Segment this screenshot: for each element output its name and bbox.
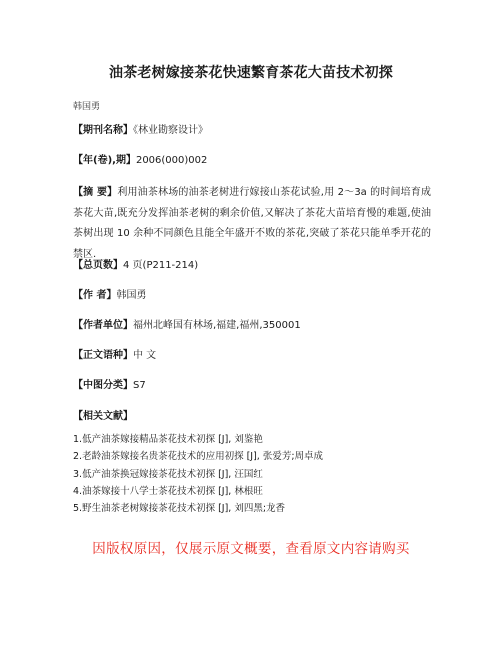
year-label: 【年(卷),期】 bbox=[73, 155, 136, 166]
abstract-field bbox=[73, 183, 431, 265]
language-field bbox=[73, 346, 433, 366]
reference-item[interactable]: 2.老龄油茶嫁接名贵茶花技术的应用初探 [J], 张爱芳;周卓成 bbox=[73, 451, 324, 463]
reference-item[interactable]: 5.野生油茶老树嫁接茶花技术初探 [J], 刘四黑;龙香 bbox=[73, 503, 286, 515]
document-title: 油茶老树嫁接茶花快速繁育茶花大苗技术初探 bbox=[109, 65, 393, 81]
references-heading: 【相关文献】 bbox=[73, 411, 133, 422]
language-value: 中 文 bbox=[133, 350, 157, 361]
author-value: 韩国勇 bbox=[116, 290, 147, 301]
pages-label: 【总页数】 bbox=[73, 260, 123, 271]
copyright-notice: 因版权原因，仅展示原文概要，查看原文内容请购买 bbox=[92, 541, 410, 557]
reference-item[interactable]: 1.低产油茶嫁接精品茶花技术初探 [J], 刘鉴艳 bbox=[73, 434, 263, 445]
abstract-label: 【摘 要】 bbox=[73, 187, 118, 198]
classification-label: 【中图分类】 bbox=[73, 380, 133, 391]
language-label: 【正文语种】 bbox=[73, 350, 133, 361]
reference-item[interactable]: 3.低产油茶换冠嫁接茶花技术初探 [J], 汪国红 bbox=[73, 468, 263, 480]
journal-value: 《林业勘察设计》 bbox=[133, 125, 208, 136]
references-list bbox=[73, 431, 433, 517]
journal-field bbox=[73, 121, 433, 141]
author-field bbox=[73, 286, 433, 306]
abstract-text: 利用油茶林场的油茶老树进行嫁接山茶花试验,用 2～3a 的时间培育成茶花大苗,既充分发挥油茶老树的剩余价值,又解决了茶花大苗培育慢的难题,使油茶树出现 10 余种不同颜色且能全年盛开不败的茶花,突破了茶花只能单季开花的禁区. bbox=[73, 187, 432, 260]
classification-value: S7 bbox=[133, 380, 146, 391]
author-label: 【作 者】 bbox=[73, 290, 117, 301]
affiliation-field bbox=[73, 316, 433, 336]
year-field bbox=[73, 151, 433, 171]
classification-field bbox=[73, 376, 433, 396]
reference-item[interactable]: 4.油茶嫁接十八学士茶花技术初探 [J], 林根旺 bbox=[73, 485, 263, 497]
affiliation-value: 福州北峰国有林场,福建,福州,350001 bbox=[133, 320, 301, 331]
journal-label: 【期刊名称】 bbox=[73, 125, 133, 136]
affiliation-label: 【作者单位】 bbox=[73, 320, 133, 331]
author-byline: 韩国勇 bbox=[73, 102, 101, 112]
pages-value: 4 页(P211-214) bbox=[123, 260, 199, 271]
pages-field bbox=[73, 256, 433, 276]
year-value: 2006(000)002 bbox=[135, 155, 208, 166]
